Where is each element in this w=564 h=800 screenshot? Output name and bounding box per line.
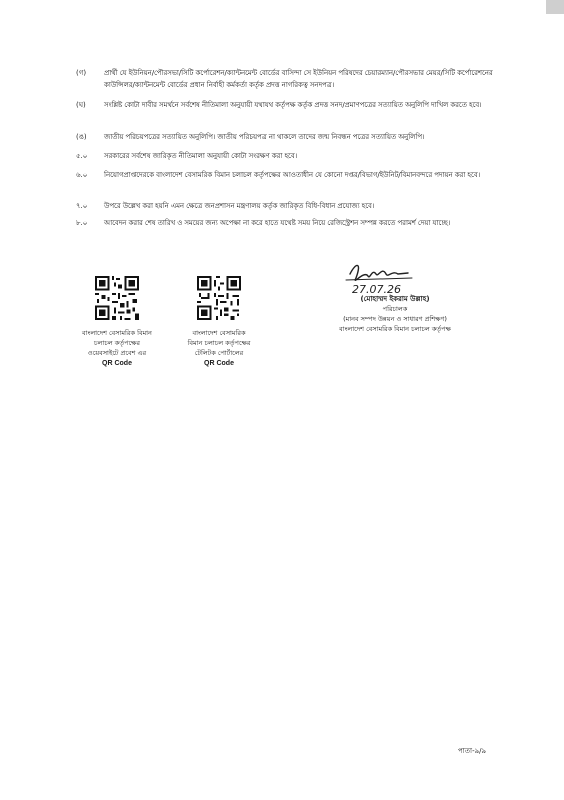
signature-date: 27.07.26	[352, 283, 401, 296]
caption-line: চলাচল কর্তৃপক্ষের	[94, 339, 140, 347]
qr-code-teletalk-icon	[197, 276, 241, 320]
item-number: (ঘ)	[76, 101, 86, 109]
caption-line: বাংলাদেশ বেসামরিক বিমান	[82, 329, 152, 337]
qr-code-website-icon	[95, 276, 139, 320]
caption-line: ওয়েবসাইটে প্রবেশ এর	[87, 349, 147, 357]
item-number: (ঙ)	[76, 133, 87, 141]
page-number: পাতা-৯/৯	[458, 747, 487, 755]
signatory-organization: বাংলাদেশ বেসামরিক বিমান চলাচল কর্তৃপক্ষ	[339, 325, 451, 333]
signatory-block	[300, 294, 490, 334]
item-text: আবেদন করার শেষ তারিখ ও সময়ের জন্য অপেক্ষা না করে হাতে যথেষ্ট সময় নিয়ে রেজিস্ট্রেশন সম্পন্ন করতে পরামর্শ দেয়া যাচ্ছে।	[104, 219, 451, 227]
item-text: নিয়োগপ্রাপ্তদেরকে বাংলাদেশ বেসামরিক বিমান চলাচল কর্তৃপক্ষের আওতাধীন যে কোনো দপ্তর/বিভাগ/ইউনিট/বিমানবন্দরে পদায়ন করা হবে।	[104, 171, 481, 179]
caption-line: বাংলাদেশ বেসামরিক	[192, 329, 246, 337]
signatory-name: (মোহাম্মদ ইকরাম উল্লাহ)	[360, 295, 430, 303]
item-text: সরকারের সর্বশেষ জারিকৃত নীতিমালা অনুযায়ী কোটা সংরক্ষণ করা হবে।	[104, 152, 298, 160]
item-number: ৬.০	[76, 171, 88, 179]
signatory-designation: পরিচালক	[382, 305, 408, 313]
caption-line: টেলিটক পোর্টালের	[194, 349, 244, 357]
item-text: উপরে উল্লেখ করা হয়নি এমন ক্ষেত্রে জনপ্রশাসন মন্ত্রণালয় কর্তৃক জারিকৃত বিধি-বিধান প্রযোজ্য হবে।	[104, 202, 375, 210]
item-text: সংশ্লিষ্ট কোটা দাবীর সমর্থনে সর্বশেষ নীতিমালা অনুযায়ী যথাযথ কর্তৃপক্ষ কর্তৃক প্রদত্ত সনদ/প্রমাণপত্রের সত্যায়িত অনুলিপি দাখিল করতে হবে।	[104, 101, 482, 109]
item-number: (গ)	[76, 69, 87, 77]
item-number: ৫.০	[76, 152, 88, 160]
qr-label-website: QR Code	[102, 360, 132, 367]
corner-stamp-mark	[540, 0, 564, 14]
qr-caption-teletalk	[154, 328, 284, 358]
caption-line: বিমান চলাচল কর্তৃপক্ষের	[187, 339, 251, 347]
handwritten-signature	[342, 256, 432, 296]
qr-label-teletalk: QR Code	[204, 360, 234, 367]
item-number: ৭.০	[76, 202, 88, 210]
item-number: ৮.০	[76, 219, 88, 227]
item-text: প্রার্থী যে ইউনিয়ন/পৌরসভা/সিটি কর্পোরেশন/ক্যান্টনমেন্ট বোর্ডের বাসিন্দা সে ইউনিয়ন পরিষদের চেয়ারম্যান/পৌরসভার মেয়র/সিটি কর্পোরেশনের কাউন্সিলর/ক্যান্টনমেন্ট বোর্ডের প্রধান নির্বাহী কর্মকর্তা কর্তৃক প্রদত্ত নাগরিকত্ব সনদপত্র।	[104, 69, 493, 89]
item-text: জাতীয় পরিচয়পত্রের সত্যায়িত অনুলিপি। জাতীয় পরিচয়পত্র না থাকলে তাদের জন্ম নিবন্ধন পত্রের সত্যায়িত অনুলিপি।	[104, 133, 425, 141]
signatory-department: (মানব সম্পদ উন্নয়ন ও সাধারণ প্রশিক্ষণ)	[343, 315, 447, 323]
